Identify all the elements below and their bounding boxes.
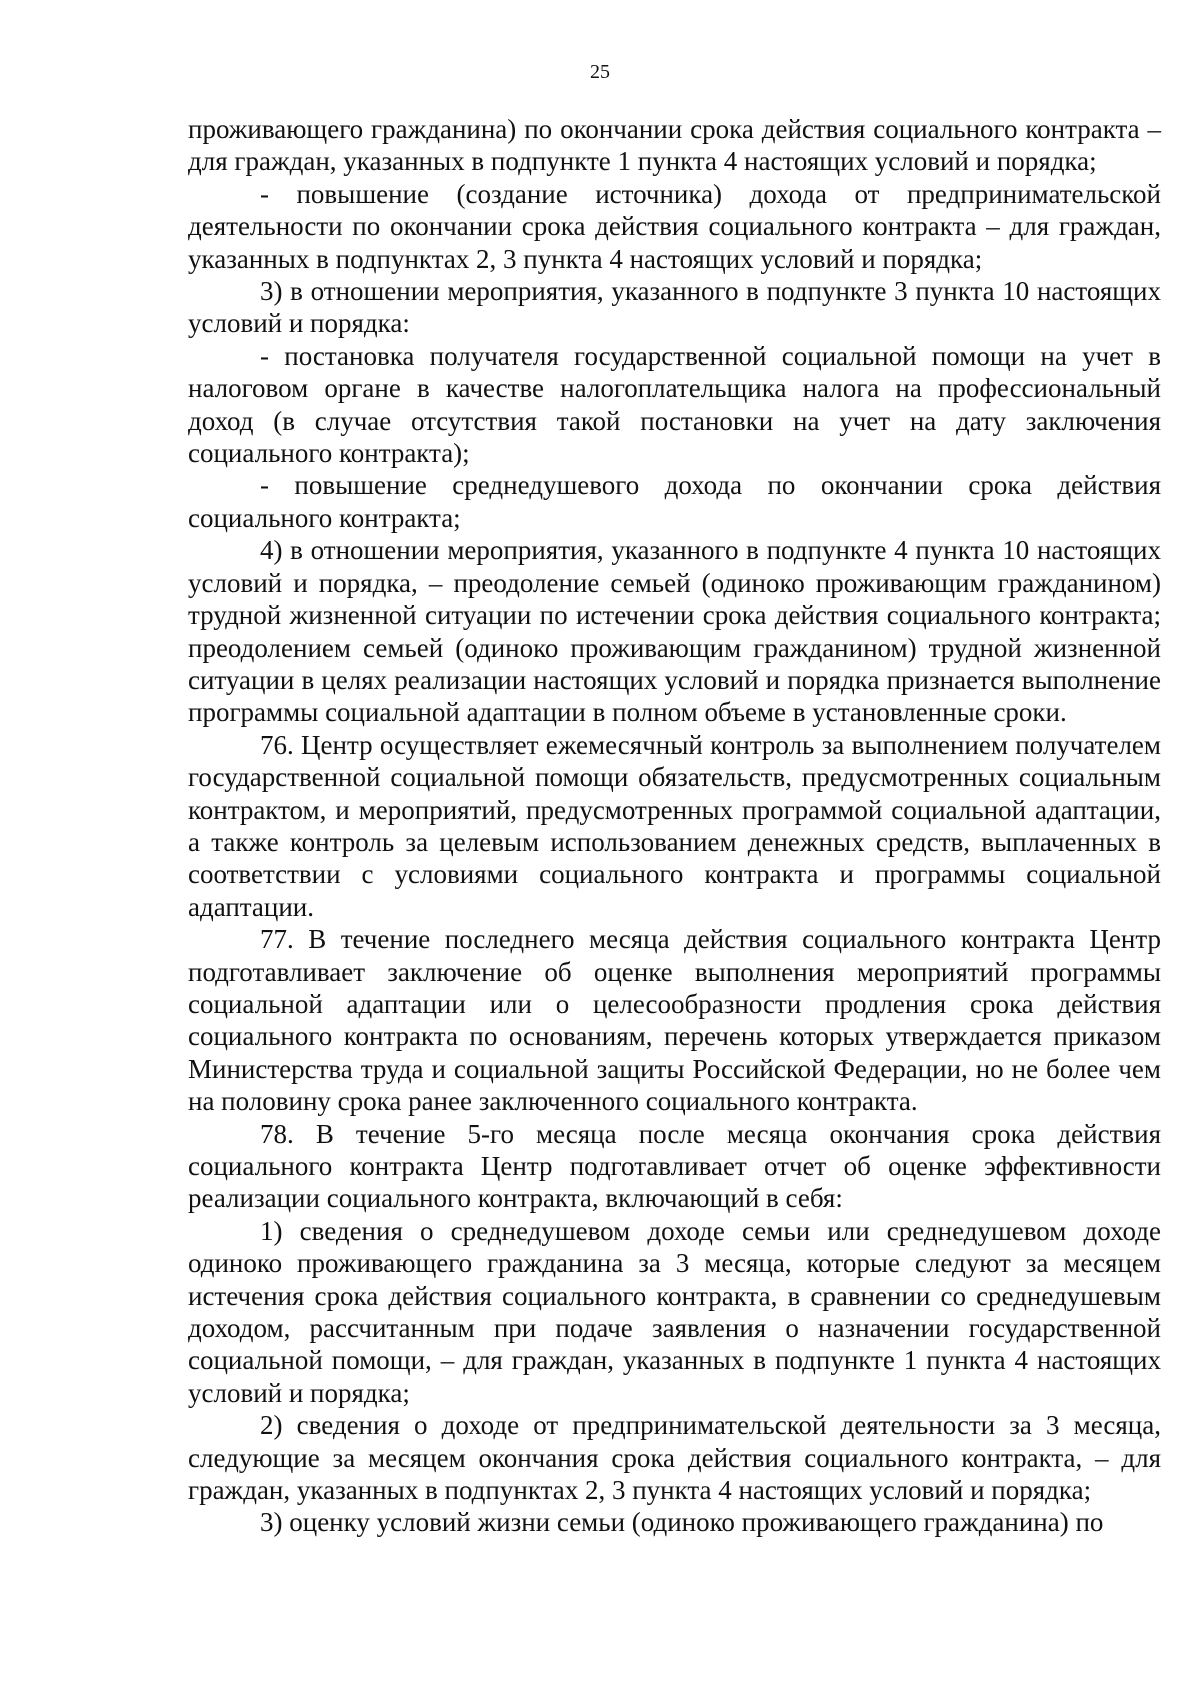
paragraph-clause-76: 76. Центр осуществляет ежемесячный контроль за выполнением получателем государственной социальной помощи обязательств, предусмотренных социальным контрактом, и мероприятий, предусмотренных программой социальной адаптации, а также контроль за целевым использованием денежных средств, выплаченных в соответствии с условиями социального контракта и программы социальной адаптации.	[188, 729, 1161, 922]
document-body	[188, 113, 1161, 1539]
paragraph-clause-78-item-3: 3) оценку условий жизни семьи (одиноко проживающего гражданина) по	[260, 1507, 1104, 1538]
paragraph-clause-77: 77. В течение последнего месяца действия социального контракта Центр подготавливает заключение об оценке выполнения мероприятий программы социальной адаптации или о целесообразности продления срока действия социального контракта по основаниям, перечень которых утверждается приказом Министерства труда и социальной защиты Российской Федерации, но не более чем на половину срока ранее заключенного социального контракта.	[188, 924, 1161, 1117]
paragraph-clause-78-item-2: 2) сведения о доходе от предпринимательской деятельности за 3 месяца, следующие за месяцем окончания срока действия социального контракта, – для граждан, указанных в подпунктах 2, 3 пункта 4 настоящих условий и порядка;	[188, 1410, 1161, 1506]
paragraph-average-income: - повышение среднедушевого дохода по окончании срока действия социального контракта;	[188, 470, 1161, 533]
paragraph-item-4: 4) в отношении мероприятия, указанного в подпункте 4 пункта 10 настоящих условий и порядка, – преодоление семьей (одиноко проживающим гражданином) трудной жизненной ситуации по истечении срока действия социального контракта; преодолением семьей (одиноко проживающим гражданином) трудной жизненной ситуации в целях реализации настоящих условий и порядка признается выполнение программы социальной адаптации в полном объеме в установленные сроки.	[188, 535, 1161, 728]
paragraph-income-entrepreneurship: - повышение (создание источника) дохода от предпринимательской деятельности по окончании срока действия социального контракта – для граждан, указанных в подпунктах 2, 3 пункта 4 настоящих условий и порядка;	[188, 178, 1161, 274]
paragraph-clause-78: 78. В течение 5-го месяца после месяца окончания срока действия социального контракта Центр подготавливает отчет об оценке эффективности реализации социального контракта, включающий в себя:	[188, 1118, 1161, 1214]
paragraph-item-3: 3) в отношении мероприятия, указанного в подпункте 3 пункта 10 настоящих условий и порядка:	[188, 276, 1161, 339]
paragraph-tax-registration: - постановка получателя государственной социальной помощи на учет в налоговом органе в качестве налогоплательщика налога на профессиональный доход (в случае отсутствия такой постановки на учет на дату заключения социального контракта);	[188, 340, 1161, 469]
paragraph-clause-78-item-1: 1) сведения о среднедушевом доходе семьи или среднедушевом доходе одиноко проживающего гражданина за 3 месяца, которые следуют за месяцем истечения срока действия социального контракта, в сравнении со среднедушевым доходом, рассчитанным при подаче заявления о назначении государственной социальной помощи, – для граждан, указанных в подпункте 1 пункта 4 настоящих условий и порядка;	[188, 1215, 1161, 1408]
page-number: 25	[590, 61, 610, 83]
paragraph-continuation: проживающего гражданина) по окончании срока действия социального контракта – для граждан, указанных в подпункте 1 пункта 4 настоящих условий и порядка;	[188, 114, 1161, 177]
